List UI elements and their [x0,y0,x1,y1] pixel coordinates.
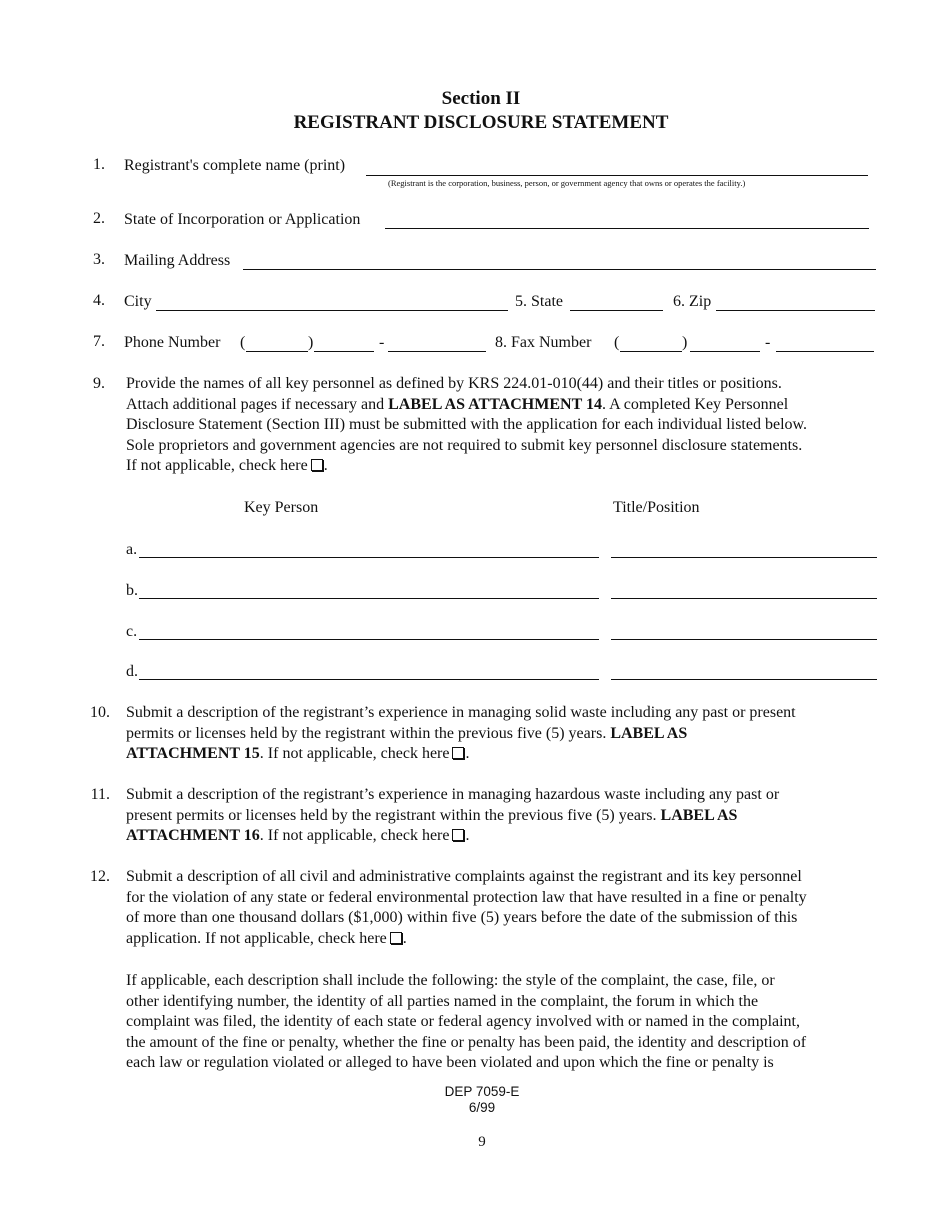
not-applicable-checkbox[interactable] [452,829,464,841]
not-applicable-checkbox[interactable] [311,459,323,471]
q12-detail-line-4: the amount of the fine or penalty, whether the fine or penalty has been paid, the identity and description of [126,1033,807,1051]
mailing-address-label: Mailing Address [124,252,231,269]
key-person-a-field[interactable] [139,557,599,558]
q12-detail-line-3: complaint was filed, the identity of each state or federal agency involved with or named in the complaint, [126,1013,800,1030]
title-b-field[interactable] [611,598,877,599]
fax-paren-close: ) [682,334,688,351]
key-person-column-header: Key Person [244,499,319,516]
phone-paren-open: ( [240,334,246,351]
q10-line-3: ATTACHMENT 15. If not applicable, check here . [126,745,470,762]
phone-line-field[interactable] [388,351,486,352]
fax-prefix-field[interactable] [690,351,760,352]
item-number: 11. [90,786,110,803]
key-person-b-field[interactable] [139,598,599,599]
key-person-row-label: d. [126,663,138,680]
q11-line-1: Submit a description of the registrant’s experience in managing hazardous waste including any past or [126,786,780,803]
key-person-row-label: a. [126,541,138,558]
item-number: 2. [93,210,105,227]
not-applicable-checkbox[interactable] [452,747,464,759]
q10-line-1: Submit a description of the registrant’s experience in managing solid waste including any past or present [126,704,796,721]
zip-field[interactable] [716,310,875,311]
state-field[interactable] [570,310,663,311]
city-field[interactable] [156,310,508,311]
q12-detail-line-2: other identifying number, the identity of all parties named in the complaint, the forum in which the [126,992,759,1010]
q9-line-2: Attach additional pages if necessary and LABEL AS ATTACHMENT 14. A completed Key Personnel [126,395,789,413]
form-date: 6/99 [468,1100,496,1115]
phone-prefix-field[interactable] [314,351,374,352]
incorporation-field[interactable] [385,228,869,229]
q12-line-1: Submit a description of all civil and administrative complaints against the registrant and its key personnel [126,868,802,885]
item-number: 7. [93,333,105,350]
title-a-field[interactable] [611,557,877,558]
q12-line-3: of more than one thousand dollars ($1,000) within five (5) years before the date of the submission of this [126,909,798,926]
q9-line-1: Provide the names of all key personnel as defined by KRS 224.01-010(44) and their titles or positions. [126,375,782,392]
q10-line-2: permits or licenses held by the registrant within the previous five (5) years. LABEL AS [126,724,688,742]
hazardous-waste-instructions [126,785,886,847]
fax-label: 8. Fax Number [495,334,592,351]
phone-paren-close: ) [308,334,314,351]
key-person-row-label: b. [126,582,138,599]
mailing-address-field[interactable] [243,269,876,270]
attachment-14-label: LABEL AS ATTACHMENT 14 [388,395,602,413]
item-number: 4. [93,292,105,309]
registrant-name-label: Registrant's complete name (print) [124,157,346,174]
zip-label: 6. Zip [673,293,712,310]
complaints-instructions [126,867,896,949]
registrant-note: (Registrant is the corporation, business, person, or government agency that owns or operates the facility.) [388,178,746,188]
q11-line-3: ATTACHMENT 16. If not applicable, check here . [126,827,470,844]
solid-waste-instructions [126,703,886,765]
item-number: 9. [93,375,105,392]
item-number: 3. [93,251,105,268]
title-position-column-header: Title/Position [613,499,700,516]
fax-dash: - [765,334,771,351]
phone-dash: - [379,334,385,351]
q11-line-2: present permits or licenses held by the registrant within the previous five (5) years. LABEL AS [126,806,738,824]
q9-line-4: Sole proprietors and government agencies are not required to submit key personnel disclosure statements. [126,436,803,454]
phone-area-code-field[interactable] [246,351,308,352]
q12-detail-line-5: each law or regulation violated or alleged to have been violated and upon which the fine or penalty is [126,1054,774,1071]
fax-line-field[interactable] [776,351,874,352]
incorporation-label: State of Incorporation or Application [124,211,361,228]
attachment-15-label: ATTACHMENT 15 [126,745,260,762]
state-label: 5. State [515,293,563,310]
key-person-c-field[interactable] [139,639,599,640]
key-personnel-instructions [126,374,886,477]
city-label: City [124,293,152,310]
q12-line-2: for the violation of any state or federal environmental protection law that have resulted in a fine or penalty [126,888,807,906]
phone-label: Phone Number [124,334,221,351]
section-heading: Section II [441,88,521,109]
item-number: 12. [90,868,110,885]
fax-paren-open: ( [614,334,620,351]
q9-line-5: If not applicable, check here . [126,457,328,474]
q9-line-3: Disclosure Statement (Section III) must be submitted with the application for each individual listed below. [126,416,808,433]
item-number: 10. [90,704,110,721]
page-number: 9 [478,1134,486,1150]
not-applicable-checkbox[interactable] [390,932,402,944]
title-d-field[interactable] [611,679,877,680]
registrant-name-field[interactable] [366,175,868,176]
key-person-d-field[interactable] [139,679,599,680]
item-number: 1. [93,156,105,173]
fax-area-code-field[interactable] [620,351,682,352]
key-person-row-label: c. [126,623,138,640]
page-title: REGISTRANT DISCLOSURE STATEMENT [293,112,669,133]
form-number: DEP 7059-E [444,1084,520,1099]
title-c-field[interactable] [611,639,877,640]
q12-detail-line-1: If applicable, each description shall include the following: the style of the complaint, the case, file, or [126,972,775,989]
q12-line-4: application. If not applicable, check here . [126,929,407,947]
complaints-description-requirements [126,971,906,1074]
attachment-16-label: ATTACHMENT 16 [126,827,260,844]
